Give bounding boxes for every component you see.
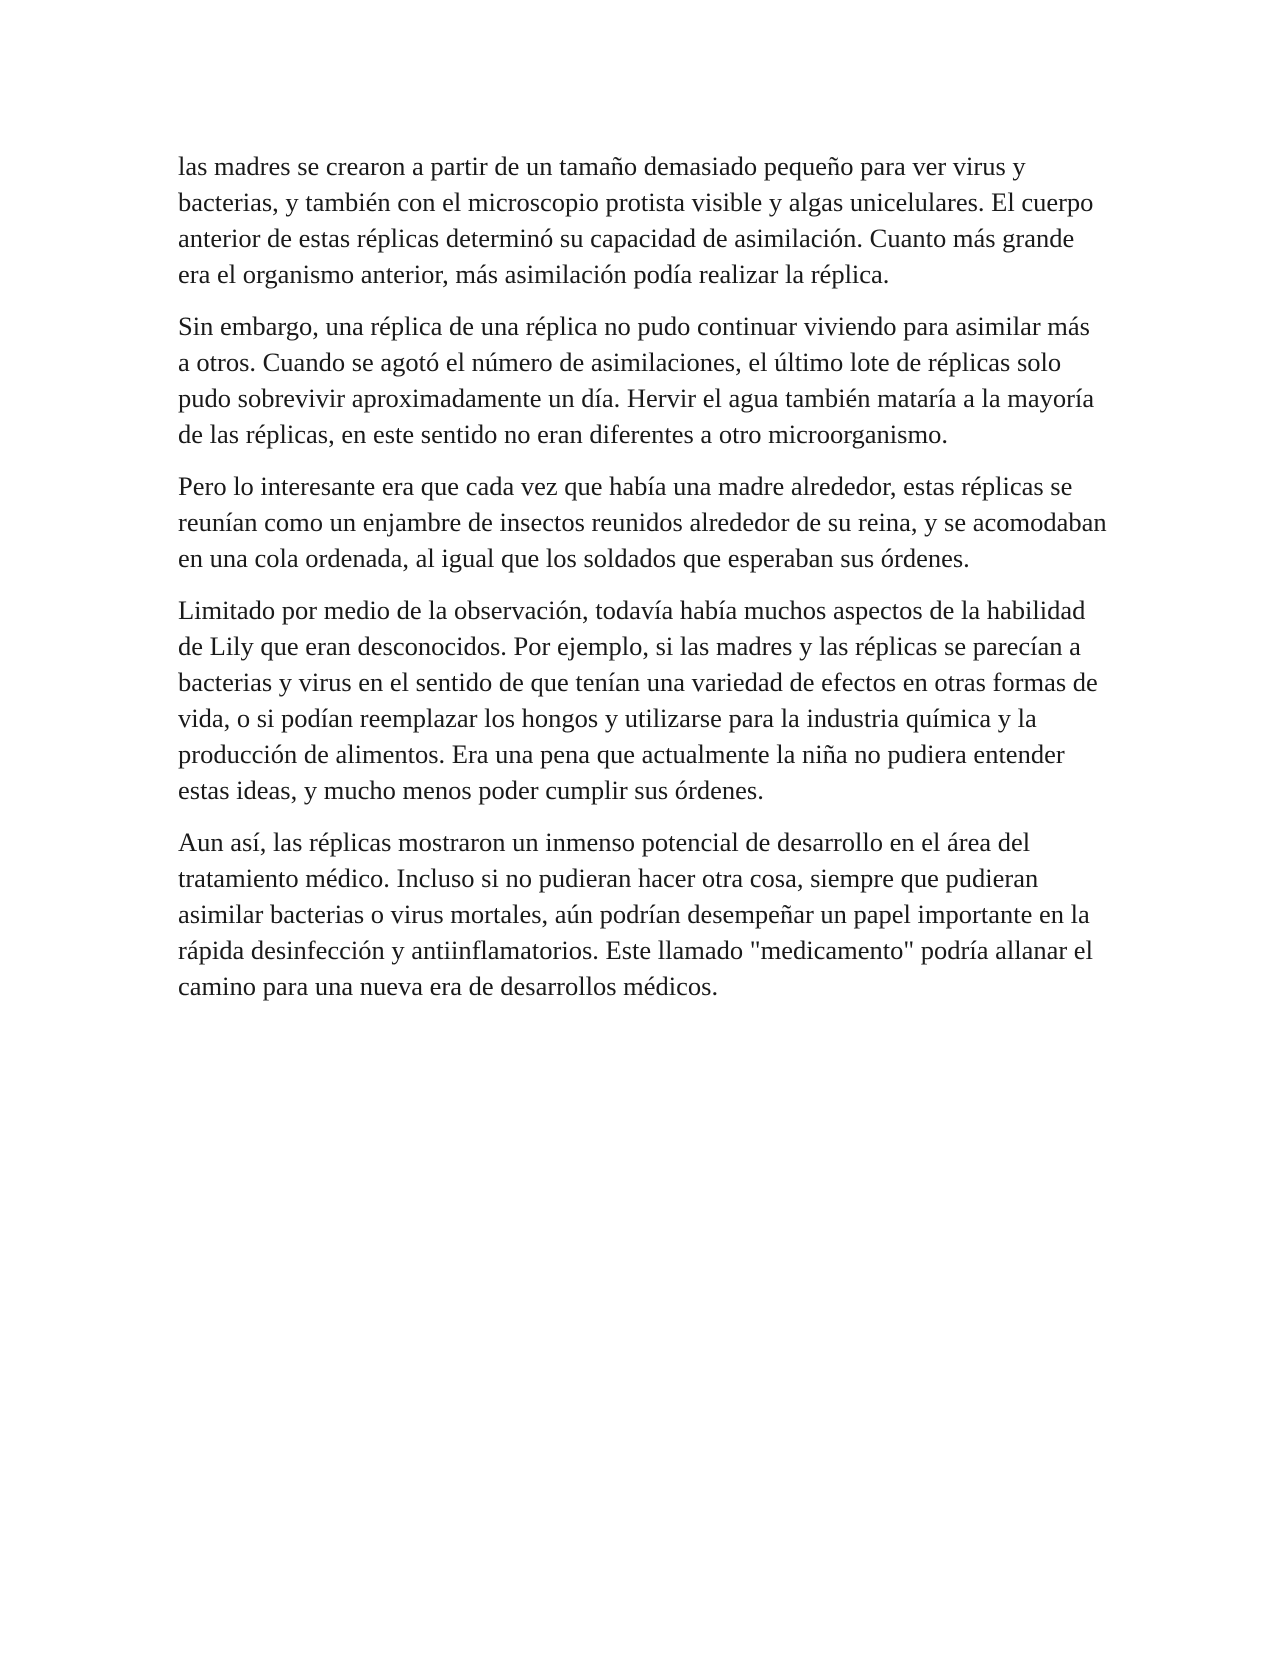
paragraph-1: las madres se crearon a partir de un tamaño demasiado pequeño para ver virus y bacterias, y también con el microscopio protista visible y algas unicelulares. El cuerpo anterior de estas réplicas determinó su capacidad de asimilación. Cuanto más grande era el organismo anterior, más asimilación podía realizar la réplica. bbox=[178, 151, 1094, 289]
paragraph-5: Aun así, las réplicas mostraron un inmenso potencial de desarrollo en el área del tratamiento médico. Incluso si no pudieran hacer otra cosa, siempre que pudieran asimilar bacterias o virus mortales, aún podrían desempeñar un papel importante en la rápida desinfección y antiinflamatorios. Este llamado "medicamento" podría allanar el camino para una nueva era de desarrollos médicos. bbox=[178, 827, 1093, 1001]
paragraph-3: Pero lo interesante era que cada vez que había una madre alrededor, estas réplicas se reunían como un enjambre de insectos reunidos alrededor de su reina, y se acomodaban en una cola ordenada, al igual que los soldados que esperaban sus órdenes. bbox=[178, 471, 1107, 573]
paragraph-4: Limitado por medio de la observación, todavía había muchos aspectos de la habilidad de Lily que eran desconocidos. Por ejemplo, si las madres y las réplicas se parecían a bacterias y virus en el sentido de que tenían una variedad de efectos en otras formas de vida, o si podían reemplazar los hongos y utilizarse para la industria química y la producción de alimentos. Era una pena que actualmente la niña no pudiera entender estas ideas, y mucho menos poder cumplir sus órdenes. bbox=[178, 595, 1098, 805]
paragraph-2: Sin embargo, una réplica de una réplica no pudo continuar viviendo para asimilar más a otros. Cuando se agotó el número de asimilaciones, el último lote de réplicas solo pudo sobrevivir aproximadamente un día. Hervir el agua también mataría a la mayoría de las réplicas, en este sentido no eran diferentes a otro microorganismo. bbox=[178, 311, 1095, 449]
document-body bbox=[178, 148, 1108, 1020]
